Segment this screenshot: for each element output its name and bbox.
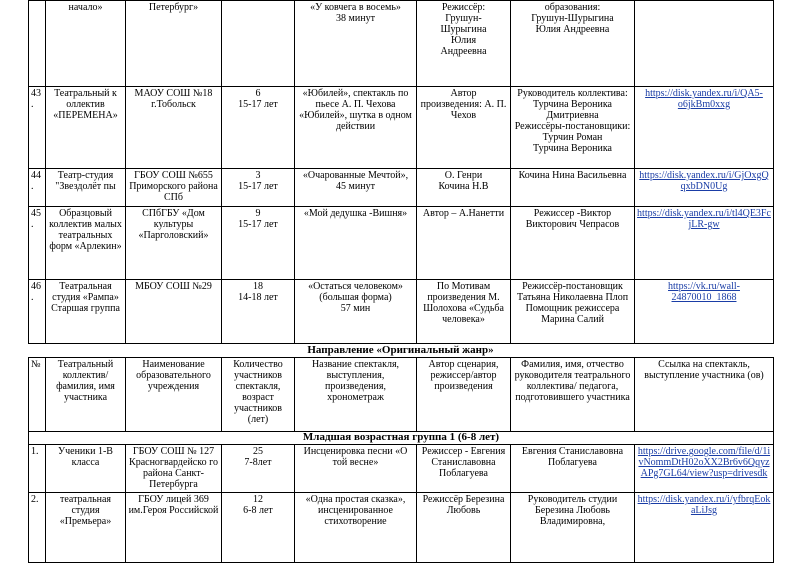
header-num: № bbox=[29, 358, 46, 432]
leader-cell: Кочина Нина Васильевна bbox=[511, 169, 635, 207]
link-cell[interactable]: https://disk.yandex.ru/i/tl4QE3FcjLR-gw bbox=[635, 207, 774, 280]
link-cell[interactable]: https://disk.yandex.ru/i/QA5-o6jkBm0xxg bbox=[635, 87, 774, 169]
author-cell: Автор произведения: А. П. Чехов bbox=[417, 87, 511, 169]
count-cell: 12 6-8 лет bbox=[222, 493, 295, 563]
row-number: 2. bbox=[29, 493, 46, 563]
link-cell[interactable] bbox=[635, 1, 774, 87]
author-cell: По Мотивам произведения М. Шолохова «Судьба человека» bbox=[417, 280, 511, 344]
leader-cell: Руководитель студии Березина Любовь Владимировна, bbox=[511, 493, 635, 563]
table-top bbox=[28, 0, 774, 344]
link-cell[interactable]: https://vk.ru/wall-24870010_1868 bbox=[635, 280, 774, 344]
show-cell: «Остаться человеком» (большая форма) 57 мин bbox=[295, 280, 417, 344]
institution-cell: МБОУ СОШ №29 bbox=[126, 280, 222, 344]
leader-cell: образования: Грушун-Шурыгина Юлия Андреевна bbox=[511, 1, 635, 87]
collective-cell: театральная студия «Премьера» bbox=[46, 493, 126, 563]
table-row bbox=[29, 87, 774, 169]
institution-cell: ГБОУ СОШ № 127 Красногвардейско го района Санкт-Петербурга bbox=[126, 445, 222, 493]
table-row bbox=[29, 280, 774, 344]
header-institution: Наименование образовательного учреждения bbox=[126, 358, 222, 432]
collective-cell: Театральный к оллектив «ПЕРЕМЕНА» bbox=[46, 87, 126, 169]
leader-cell: Евгения Станиславовна Поблагуева bbox=[511, 445, 635, 493]
row-number: 1. bbox=[29, 445, 46, 493]
row-number: 43. bbox=[29, 87, 46, 169]
institution-cell: ГБОУ лицей 369 им.Героя Российской bbox=[126, 493, 222, 563]
group-title: Младшая возрастная группа 1 (6-8 лет) bbox=[29, 432, 774, 445]
institution-cell: МАОУ СОШ №18 г.Тобольск bbox=[126, 87, 222, 169]
show-cell: «Юбилей», спектакль по пьесе А. П. Чехова «Юбилей», шутка в одном действии bbox=[295, 87, 417, 169]
link-cell[interactable]: https://drive.google.com/file/d/1ivNommDtH02oXX2Br6v6QqyzAPg7GL64/view?usp=drivesdk bbox=[635, 445, 774, 493]
row-number: 44. bbox=[29, 169, 46, 207]
show-cell: «Очарованные Мечтой», 45 минут bbox=[295, 169, 417, 207]
row-number bbox=[29, 1, 46, 87]
header-count: Количество участников спектакля, возраст участников (лет) bbox=[222, 358, 295, 432]
collective-cell: Театр-студия "Звездолёт пы bbox=[46, 169, 126, 207]
collective-cell: Театральная студия «Рампа» Старшая группа bbox=[46, 280, 126, 344]
count-cell: 3 15-17 лет bbox=[222, 169, 295, 207]
author-cell: Автор – А.Нанетти bbox=[417, 207, 511, 280]
table-header-row bbox=[29, 358, 774, 432]
table-row bbox=[29, 445, 774, 493]
author-cell: Режиссер - Евгения Станиславовна Поблагуева bbox=[417, 445, 511, 493]
count-cell: 9 15-17 лет bbox=[222, 207, 295, 280]
section-title: Направление «Оригинальный жанр» bbox=[307, 344, 494, 356]
show-cell: «Одна простая сказка», инсценированное стихотворение bbox=[295, 493, 417, 563]
link-cell[interactable]: https://disk.yandex.ru/i/yfbrqEokaLiJsg bbox=[635, 493, 774, 563]
table-row bbox=[29, 1, 774, 87]
collective-cell: Ученики 1-В класса bbox=[46, 445, 126, 493]
author-cell: Режиссёр: Грушун- Шурыгина Юлия Андреевна bbox=[417, 1, 511, 87]
header-show: Название спектакля, выступления, произведения, хронометраж bbox=[295, 358, 417, 432]
show-cell: «Мой дедушка -Вишня» bbox=[295, 207, 417, 280]
leader-cell: Режиссёр-постановщик Татьяна Николаевна Плоп Помощник режиссера Марина Салий bbox=[511, 280, 635, 344]
header-link: Ссылка на спектакль, выступление участника (ов) bbox=[635, 358, 774, 432]
author-cell: Режиссёр Березина Любовь bbox=[417, 493, 511, 563]
institution-cell: Петербург» bbox=[126, 1, 222, 87]
count-cell: 25 7-8лет bbox=[222, 445, 295, 493]
group-title-row bbox=[29, 432, 774, 445]
count-cell: 18 14-18 лет bbox=[222, 280, 295, 344]
table-row bbox=[29, 493, 774, 563]
table-row bbox=[29, 169, 774, 207]
leader-cell: Режиссер -Виктор Викторович Чепрасов bbox=[511, 207, 635, 280]
table-bottom bbox=[28, 357, 774, 563]
table-row bbox=[29, 207, 774, 280]
count-cell bbox=[222, 1, 295, 87]
show-cell: Инсценировка песни «О той весне» bbox=[295, 445, 417, 493]
header-collective: Театральный коллектив/ фамилия, имя участника bbox=[46, 358, 126, 432]
author-cell: О. Генри Кочина Н.В bbox=[417, 169, 511, 207]
show-cell: «У ковчега в восемь» 38 минут bbox=[295, 1, 417, 87]
link-cell[interactable]: https://disk.yandex.ru/i/GjOxgQqxbDN0Ug bbox=[635, 169, 774, 207]
leader-cell: Руководитель коллектива: Турчина Вероника Дмитриевна Режиссёры-постановщики: Турчин Роман Турчина Вероника bbox=[511, 87, 635, 169]
collective-cell: Образцовый коллектив малых театральных форм «Арлекин» bbox=[46, 207, 126, 280]
collective-cell: начало» bbox=[46, 1, 126, 87]
count-cell: 6 15-17 лет bbox=[222, 87, 295, 169]
institution-cell: СПбГБУ «Дом культуры «Парголовский» bbox=[126, 207, 222, 280]
header-author: Автор сценария, режиссер/автор произведения bbox=[417, 358, 511, 432]
row-number: 45. bbox=[29, 207, 46, 280]
header-leader: Фамилия, имя, отчество руководителя театрального коллектива/ педагога, подготовившего участника bbox=[511, 358, 635, 432]
institution-cell: ГБОУ СОШ №655 Приморского района СПб bbox=[126, 169, 222, 207]
row-number: 46. bbox=[29, 280, 46, 344]
